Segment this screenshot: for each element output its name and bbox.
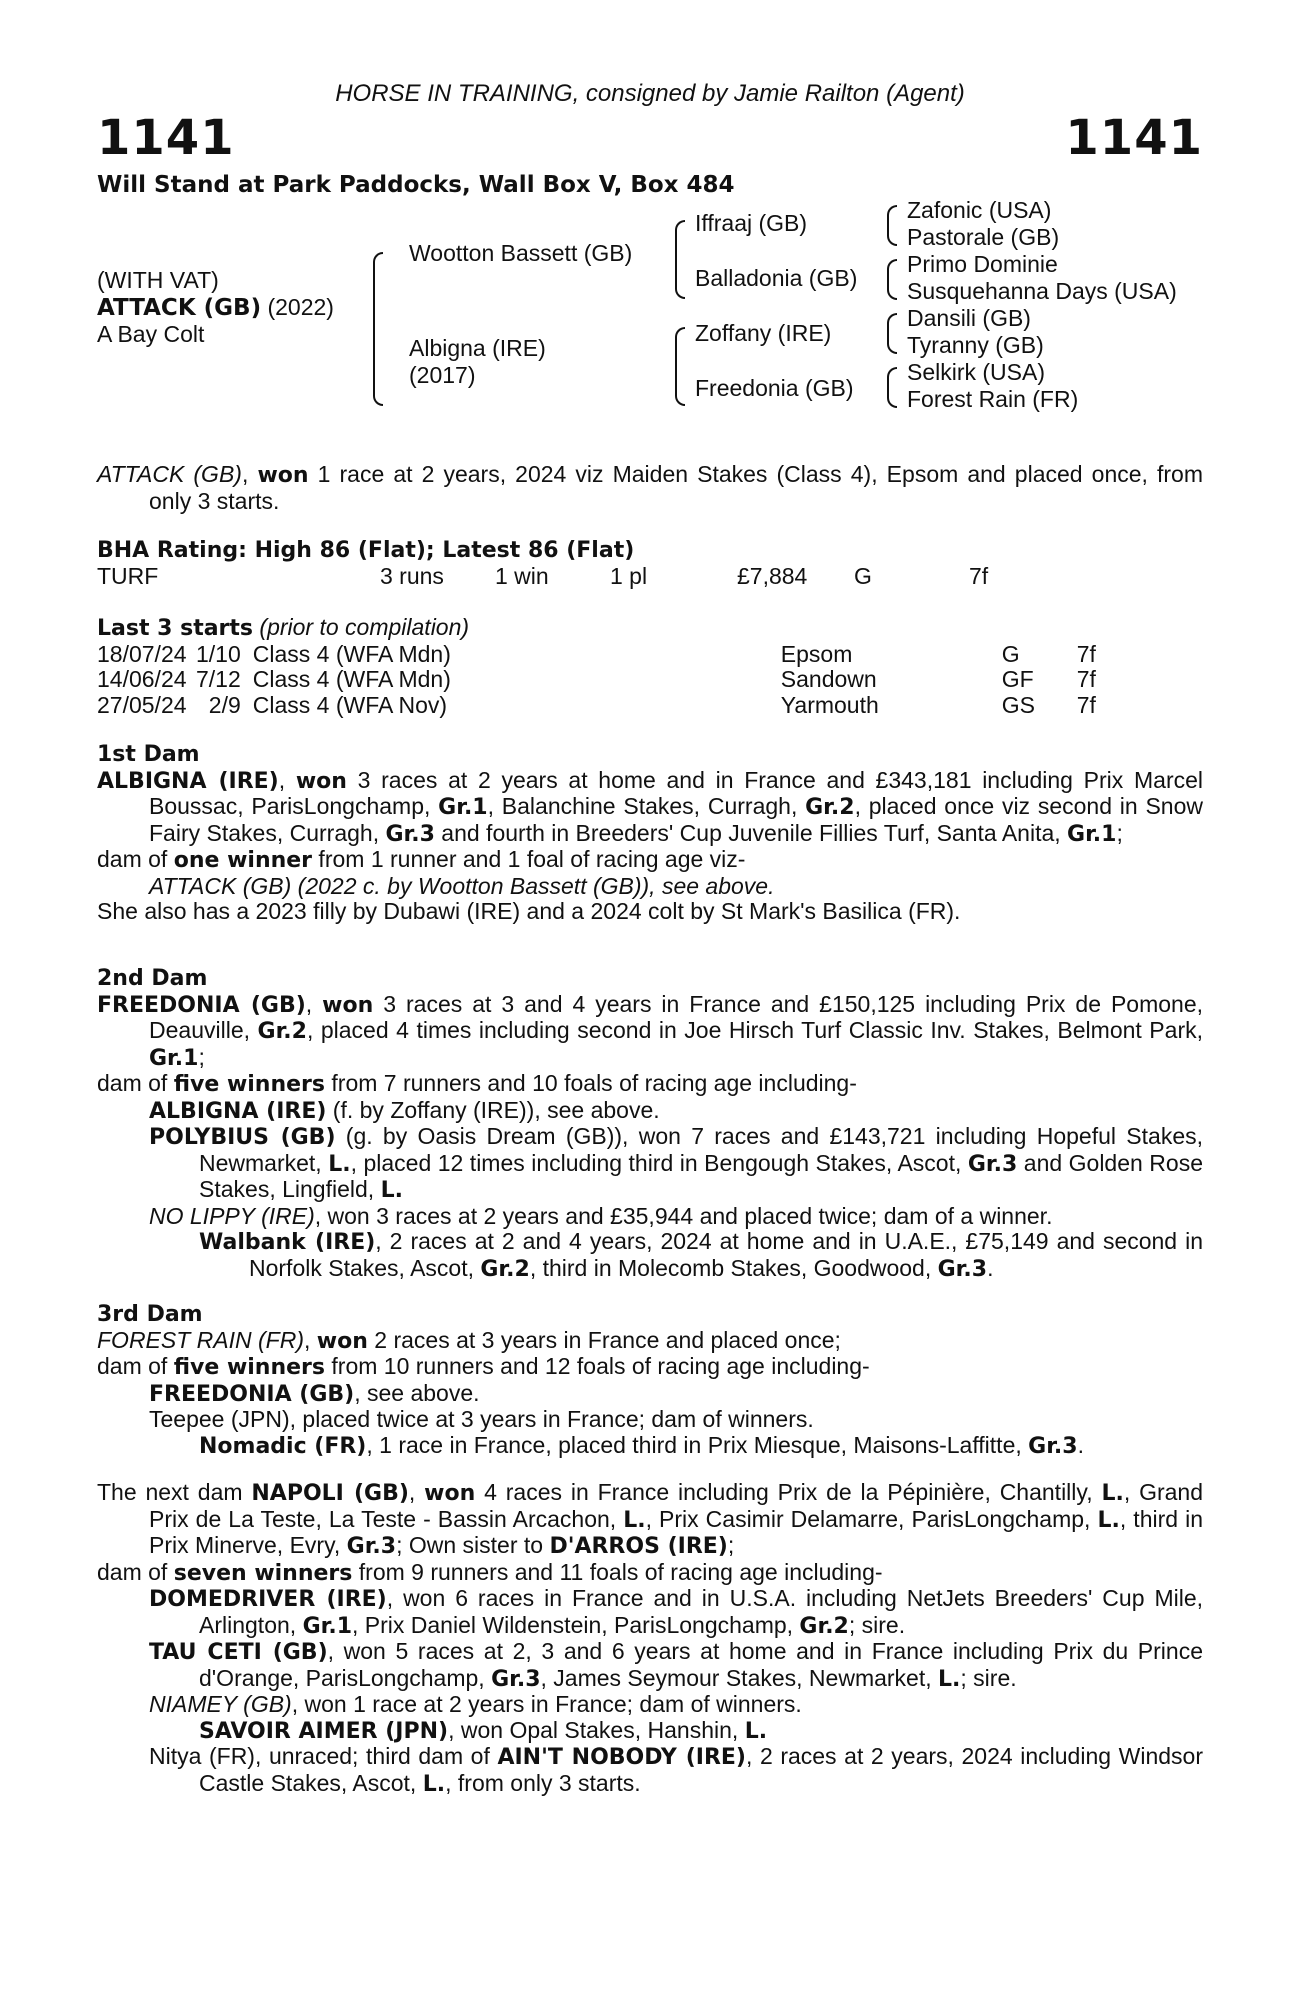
text: dam of (97, 846, 174, 872)
third-dam-progeny-1 (97, 1381, 1203, 1408)
first-dam-name: ALBIGNA (IRE) (97, 768, 279, 794)
grade: Gr.2 (799, 1613, 849, 1639)
fourth-dam-produce (97, 1560, 1203, 1587)
start-race: Class 4 (WFA Mdn) (252, 640, 451, 667)
first-dam-record: ALBIGNA (IRE), won 3 races at 2 years at home and in France and £343,181 including Prix Marcel Boussac, ParisLongchamp, Gr.1, Balanchine Stakes, Curragh, Gr.2, placed once viz second in Snow Fairy Stakes, Curragh, Gr.3 and fourth in Breeders' Cup Juvenile Fillies Turf, Santa Anita, Gr.1; (97, 766, 1203, 847)
third-dam-won: won (316, 1328, 368, 1354)
bha-rating: BHA Rating: High 86 (Flat); Latest 86 (Flat) (97, 538, 635, 563)
fourth-dam-progeny-2 (97, 1639, 1203, 1692)
second-dam-heading: 2nd Dam (97, 966, 208, 991)
text: dam of (97, 1558, 174, 1585)
summary-won: won (257, 463, 309, 488)
fourth-dam-block (97, 1480, 1203, 1797)
stat-runs: 3 runs (380, 562, 444, 589)
table-row (97, 642, 1096, 668)
third-dam-name: FOREST RAIN (FR) (97, 1326, 304, 1353)
winners-count: five winners (173, 1072, 326, 1097)
first-dam-heading: 1st Dam (97, 742, 200, 767)
third-dam-heading: 3rd Dam (97, 1302, 203, 1327)
grade: Gr.1 (1067, 821, 1117, 847)
stat-wins: 1 win (495, 562, 549, 589)
progeny-name: Walbank (IRE) (199, 1230, 376, 1255)
winners-count: seven winners (173, 1560, 353, 1586)
text: . (1077, 1431, 1084, 1458)
grade: Gr.1 (302, 1613, 352, 1639)
progeny-name: ATTACK (GB) (149, 872, 292, 899)
progeny-name: ALBIGNA (IRE) (149, 1098, 327, 1124)
lot-header (97, 80, 1203, 166)
sister-name: D'ARROS (IRE) (549, 1534, 728, 1559)
vat-note: (WITH VAT) (97, 267, 219, 293)
stat-placed: 1 pl (610, 562, 648, 589)
grade: L. (328, 1151, 351, 1177)
third-dam-produce (97, 1354, 1203, 1381)
text: (f. by Zoffany (IRE)), see above. (326, 1096, 660, 1123)
fourth-dam-progeny-3 (97, 1692, 1203, 1718)
text: dam of (97, 1353, 174, 1379)
stat-earnings: £7,884 (737, 562, 808, 589)
start-course: Sandown (780, 666, 877, 692)
text: and Golden Rose Stakes, Lingfield, (199, 1149, 1203, 1202)
brace-dd (887, 367, 897, 408)
brace-ds (887, 313, 897, 354)
brace-ss (887, 205, 897, 246)
start-distance: 7f (1076, 666, 1096, 692)
sire: Wootton Bassett (GB) (409, 240, 633, 266)
text: ; (727, 1532, 735, 1558)
text: , Prix Casimir Delamarre, ParisLongchamp, (645, 1505, 1098, 1532)
sire-dam: Balladonia (GB) (695, 265, 858, 291)
start-position: 2/9 (208, 691, 241, 718)
third-dam-grandprogeny (97, 1433, 1203, 1460)
last-starts-note: (prior to compilation) (259, 614, 470, 640)
summary-block (97, 462, 1203, 514)
brace-dam (675, 327, 685, 406)
start-date: 18/07/24 (97, 640, 187, 667)
sire-sire-sire: Zafonic (USA) (907, 197, 1052, 223)
rating-stats (97, 564, 988, 590)
text: , Balanchine Stakes, Curragh, (487, 793, 806, 819)
text: 2 races at 3 years in France and placed once; (367, 1326, 841, 1353)
grade: Gr.3 (346, 1534, 397, 1559)
dam-dam-dam: Forest Rain (FR) (907, 386, 1079, 412)
horse-name: ATTACK (GB) (97, 295, 262, 321)
third-dam-record: FOREST RAIN (FR), won 2 races at 3 years in France and placed once; (97, 1326, 841, 1354)
text: 4 races in France including Prix de la Pépinière, Chantilly, (475, 1479, 1102, 1505)
text: , won 6 races in France and in U.S.A. including NetJets Breeders' Cup Mile, Arlington, (199, 1585, 1203, 1638)
second-dam-produce (97, 1071, 1203, 1098)
text: , 2 races at 2 and 4 years, 2024 at home and in U.A.E., £75,149 and second in Norfolk Stakes, Ascot, (249, 1228, 1204, 1281)
start-distance: 7f (1076, 640, 1096, 667)
fourth-dam-progeny-1 (97, 1586, 1203, 1639)
grade: L. (623, 1507, 646, 1533)
grade: Gr.3 (967, 1151, 1018, 1177)
race-summary: ATTACK (GB), won 1 race at 2 years, 2024 viz Maiden Stakes (Class 4), Epsom and placed once, from only 3 starts. (97, 461, 1204, 514)
text: ; Own sister to (396, 1532, 550, 1558)
start-race: Class 4 (WFA Mdn) (252, 666, 451, 692)
start-date: 27/05/24 (97, 691, 187, 718)
brace-gen1 (373, 252, 383, 406)
last-starts-heading (97, 615, 1203, 642)
second-dam-name: FREEDONIA (GB) (97, 992, 306, 1018)
dam-dam-sire: Selkirk (USA) (907, 359, 1046, 385)
fourth-dam-name: NAPOLI (GB) (251, 1481, 409, 1506)
text: ; sire. (848, 1611, 906, 1638)
fourth-dam-won: won (424, 1481, 476, 1506)
start-race: Class 4 (WFA Nov) (252, 691, 448, 718)
second-dam-record: FREEDONIA (GB), won 3 races at 3 and 4 years in France and £150,125 including Prix de Pomone, Deauville, Gr.2, placed 4 times including second in Joe Hirsch Turf Classic Inv. Stakes, Belmont Park, Gr.1; (97, 990, 1204, 1071)
grade: Gr.2 (257, 1019, 307, 1044)
text: , 2 races at 2 years, 2024 including Windsor Castle Stakes, Ascot, (199, 1743, 1203, 1796)
text: . (987, 1254, 994, 1281)
progeny-name: SAVOIR AIMER (JPN) (199, 1718, 449, 1744)
last-starts-table (97, 642, 1096, 719)
consignor-line: HORSE IN TRAINING, consigned by Jamie Railton (Agent) (335, 80, 965, 107)
stat-going: G (854, 562, 872, 589)
text: , Prix Daniel Wildenstein, ParisLongchamp, (352, 1611, 800, 1638)
horse-title (97, 294, 334, 322)
text: , from only 3 starts. (445, 1769, 641, 1796)
text: , see above. (354, 1379, 480, 1406)
table-row (97, 667, 1096, 693)
grade: Gr.3 (1028, 1433, 1078, 1459)
summary-horse-name: ATTACK (GB) (97, 461, 242, 487)
catalogue-page (97, 0, 1203, 2000)
second-dam-grandprogeny (97, 1229, 1203, 1282)
text: , Grand Prix de La Teste, La Teste - Bassin Arcachon, (149, 1479, 1203, 1532)
horse-description: A Bay Colt (97, 321, 205, 347)
text: , placed 4 times including second in Joe Hirsch Turf Classic Inv. Stakes, Belmont Park, (306, 1017, 1203, 1043)
grade: Gr.3 (491, 1666, 541, 1692)
brace-sd (887, 259, 897, 300)
grade: Gr.3 (385, 821, 435, 847)
text: , third in Molecomb Stakes, Goodwood, (529, 1254, 938, 1281)
third-dam-progeny-2: Teepee (JPN), placed twice at 3 years in France; dam of winners. (149, 1406, 814, 1432)
text: from 10 runners and 12 foals of racing age including- (325, 1353, 870, 1379)
grade: Gr.1 (438, 795, 488, 820)
text: Nitya (FR), unraced; third dam of (149, 1743, 498, 1769)
text: , third in Prix Minerve, Evry, (149, 1505, 1203, 1558)
fourth-dam-progeny-5 (97, 1744, 1203, 1797)
last-starts-title: Last 3 starts (97, 616, 254, 641)
text: , won 5 races at 2, 3 and 6 years at home and in France including Prix du Prince d'Orange, ParisLongchamp, (199, 1638, 1203, 1691)
text: 3 races at 2 years at home and in France and £343,181 including Prix Marcel Boussac, ParisLongchamp, (149, 766, 1203, 819)
start-position: 1/10 (196, 640, 241, 667)
text: from 9 runners and 11 foals of racing age including- (352, 1558, 883, 1585)
grade: L. (744, 1718, 768, 1744)
sire-dam-sire: Primo Dominie (907, 251, 1058, 277)
text: from 1 runner and 1 foal of racing age viz- (312, 846, 746, 872)
second-dam-progeny-3 (97, 1204, 1203, 1230)
text: dam of (97, 1070, 174, 1096)
grade: Gr.1 (149, 1045, 199, 1071)
winners-count: one winner (173, 848, 313, 873)
grade: L. (380, 1178, 403, 1203)
brace-sire (675, 220, 685, 299)
lot-number-right: 1141 (1065, 110, 1203, 166)
grade: Gr.3 (937, 1256, 988, 1282)
grade: Gr.2 (480, 1256, 530, 1282)
progeny-name: Nomadic (FR) (199, 1433, 367, 1459)
sire-sire-dam: Pastorale (GB) (907, 224, 1060, 250)
start-course: Epsom (780, 640, 853, 667)
start-going: GS (1001, 691, 1035, 718)
grade: Gr.2 (805, 795, 855, 820)
second-dam-block (97, 966, 1203, 1282)
dam-sire: Zoffany (IRE) (695, 320, 832, 346)
text: , 1 race in France, placed third in Prix Miesque, Maisons-Laffitte, (366, 1431, 1029, 1458)
text: and fourth in Breeders' Cup Juvenile Fillies Turf, Santa Anita, (434, 819, 1068, 846)
start-course: Yarmouth (780, 691, 879, 718)
text: , James Seymour Stakes, Newmarket, (540, 1664, 939, 1691)
table-row (97, 693, 1096, 719)
text: (g. by Oasis Dream (GB)), won 7 races and £143,721 including Hopeful Stakes, Newmarket, (199, 1123, 1203, 1176)
start-date: 14/06/24 (97, 666, 187, 692)
first-dam-block (97, 742, 1203, 925)
grade: L. (1101, 1481, 1124, 1506)
summary-text: 1 race at 2 years, 2024 viz Maiden Stakes (Class 4), Epsom and placed once, from only 3 starts. (149, 461, 1204, 514)
dam-dam: Freedonia (GB) (695, 375, 854, 401)
text: , placed once viz second in Snow Fairy Stakes, Curragh, (149, 793, 1203, 846)
text: ; sire. (960, 1664, 1017, 1691)
last-starts-block (97, 615, 1203, 718)
progeny-name: TAU CETI (GB) (149, 1640, 328, 1665)
start-going: GF (1001, 666, 1034, 692)
pedigree-table (97, 195, 1203, 425)
text: , won 1 race at 2 years in France; dam of winners. (291, 1691, 802, 1717)
dam: Albigna (IRE) (409, 335, 546, 361)
dam-sire-sire: Dansili (GB) (907, 305, 1031, 331)
start-distance: 7f (1076, 691, 1096, 718)
text: 3 races at 3 and 4 years in France and £150,125 including Prix de Pomone, Deauville, (149, 990, 1204, 1043)
stand-location: Will Stand at Park Paddocks, Wall Box V, Box 484 (97, 172, 735, 198)
text: , won 3 races at 2 years and £35,944 and placed twice; dam of a winner. (314, 1202, 1053, 1229)
lot-number-left: 1141 (97, 110, 235, 166)
progeny-name: POLYBIUS (GB) (149, 1125, 336, 1150)
winners-count: five winners (173, 1355, 326, 1380)
first-dam-produce (97, 847, 1203, 874)
sire-dam-dam: Susquehanna Days (USA) (907, 278, 1177, 304)
progeny-name: NO LIPPY (IRE) (149, 1202, 315, 1229)
progeny-name: DOMEDRIVER (IRE) (149, 1587, 387, 1612)
text: ; (1116, 819, 1123, 846)
grade: L. (422, 1771, 446, 1797)
second-dam-progeny-2 (97, 1124, 1203, 1204)
first-dam-won: won (295, 768, 347, 794)
text: , won Opal Stakes, Hanshin, (448, 1716, 745, 1743)
sire-sire: Iffraaj (GB) (695, 210, 808, 236)
text: (2022 c. by Wootton Bassett (GB)), see above. (291, 872, 775, 899)
text: , placed 12 times including third in Bengough Stakes, Ascot, (350, 1149, 968, 1176)
text: The next dam (97, 1479, 252, 1505)
grade: L. (1097, 1507, 1120, 1533)
text: from 7 runners and 10 foals of racing age including- (325, 1070, 857, 1096)
progeny-name: AIN'T NOBODY (IRE) (497, 1745, 746, 1770)
horse-year: (2022) (267, 294, 334, 320)
progeny-name: FREEDONIA (GB) (149, 1381, 355, 1407)
dam-sire-dam: Tyranny (GB) (907, 332, 1044, 358)
fourth-dam-grandprogeny (97, 1718, 1203, 1745)
stat-distance: 7f (969, 562, 989, 589)
third-dam-block (97, 1302, 1203, 1459)
text: ; (198, 1043, 205, 1070)
second-dam-won: won (322, 992, 374, 1018)
second-dam-progeny-1 (97, 1098, 1203, 1125)
first-dam-progeny (97, 874, 1203, 900)
rating-block (97, 538, 1203, 589)
progeny-name: NIAMEY (GB) (149, 1691, 292, 1717)
start-going: G (1001, 640, 1020, 667)
start-position: 7/12 (196, 666, 241, 692)
fourth-dam-record: The next dam NAPOLI (GB), won 4 races in France including Prix de la Pépinière, Chantilly, L., Grand Prix de La Teste, La Teste - Bassin Arcachon, L., Prix Casimir Delamarre, ParisLongchamp, L., third in Prix Minerve, Evry, Gr.3; Own sister to D'ARROS (IRE); (97, 1479, 1203, 1559)
grade: L. (938, 1666, 961, 1692)
stat-surface: TURF (97, 562, 159, 589)
dam-year: (2017) (409, 362, 476, 388)
first-dam-also: She also has a 2023 filly by Dubawi (IRE) and a 2024 colt by St Mark's Basilica (FR). (97, 898, 961, 924)
